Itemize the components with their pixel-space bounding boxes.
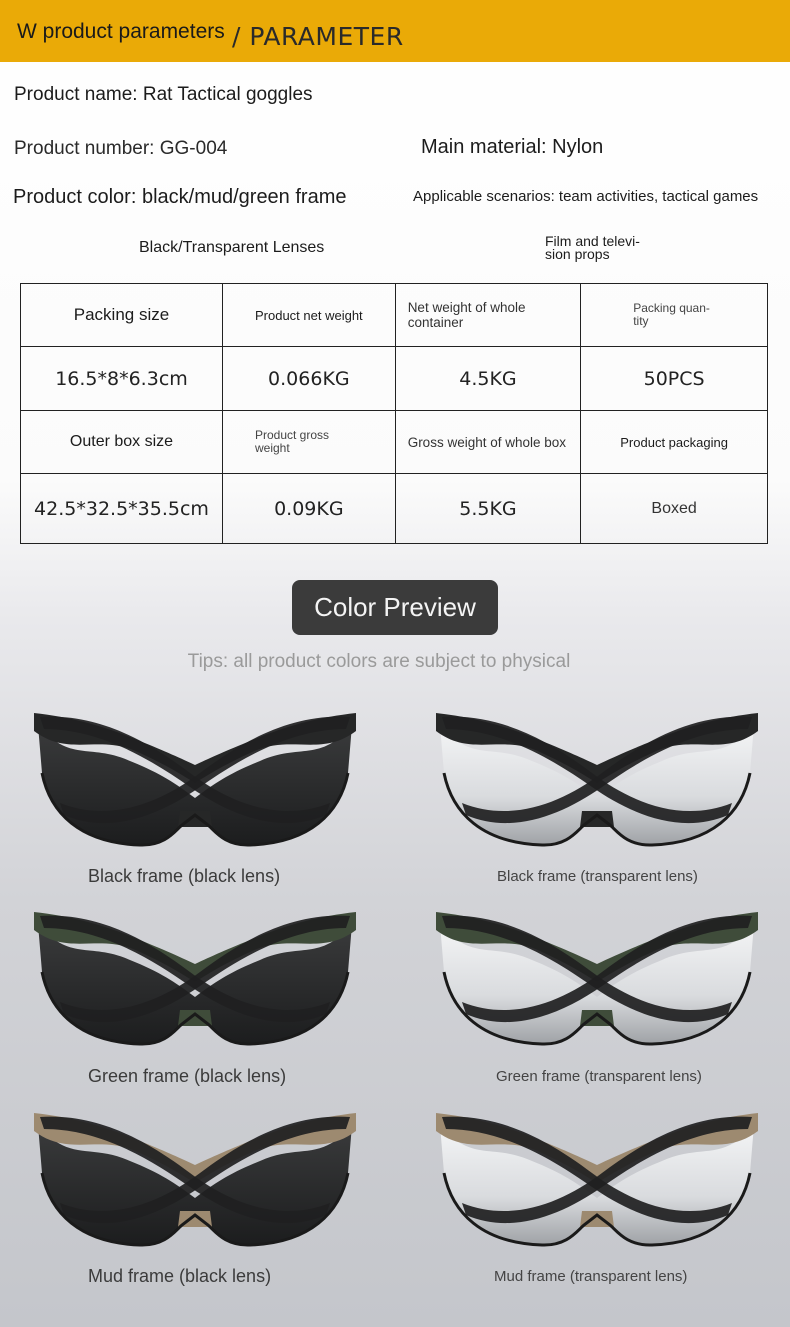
- table-cell: 50PCS: [581, 347, 768, 411]
- goggle-image-mud-black: [30, 1103, 360, 1263]
- variant-caption: Green frame (transparent lens): [496, 1068, 702, 1085]
- header-banner: [0, 0, 790, 62]
- product-name: Product name: Rat Tactical goggles: [14, 84, 313, 105]
- applicable-scenarios: Applicable scenarios: team activities, tactical games: [413, 188, 759, 205]
- table-cell: 16.5*8*6.3cm: [21, 347, 223, 411]
- table-cell: Packing size: [21, 284, 223, 347]
- variant-caption: Mud frame (transparent lens): [494, 1268, 688, 1285]
- product-number: Product number: GG-004: [14, 138, 228, 159]
- table-row: [21, 474, 768, 544]
- table-cell: Net weight of whole container: [395, 284, 581, 347]
- goggles-icon: [432, 703, 762, 863]
- table-cell: 0.09KG: [222, 474, 395, 544]
- lens-options: Black/Transparent Lenses: [139, 239, 325, 256]
- table-row: [21, 284, 768, 347]
- table-row: [21, 347, 768, 411]
- goggles-icon: [30, 1103, 360, 1263]
- table-cell: 0.066KG: [222, 347, 395, 411]
- parameters-table: [20, 283, 768, 544]
- goggle-image-mud-clear: [432, 1103, 762, 1263]
- variant-caption: Mud frame (black lens): [88, 1266, 272, 1286]
- header-subtitle: / PARAMETER: [232, 22, 404, 51]
- table-cell: 42.5*32.5*35.5cm: [21, 474, 223, 544]
- goggles-icon: [432, 902, 762, 1062]
- variant-caption: Green frame (black lens): [88, 1066, 287, 1086]
- color-preview-button: Color Preview: [292, 580, 498, 635]
- goggles-icon: [30, 902, 360, 1062]
- variant-caption: Black frame (transparent lens): [497, 868, 698, 885]
- goggle-image-green-black: [30, 902, 360, 1062]
- tips-text: Tips: all product colors are subject to physical: [187, 651, 571, 672]
- table-cell: Boxed: [581, 474, 768, 544]
- main-material: Main material: Nylon: [421, 136, 604, 158]
- header-title: W product parameters: [17, 20, 225, 43]
- table-cell: Product gross weight: [222, 411, 395, 474]
- table-cell: Gross weight of whole box: [395, 411, 581, 474]
- goggles-icon: [30, 703, 360, 863]
- table-cell: Product packaging: [581, 411, 768, 474]
- table-cell: 4.5KG: [395, 347, 581, 411]
- table-cell: Outer box size: [21, 411, 223, 474]
- product-color: Product color: black/mud/green frame: [13, 186, 347, 208]
- goggles-icon: [432, 1103, 762, 1263]
- film-props-note: Film and televi- sion props: [545, 233, 640, 262]
- goggle-image-green-clear: [432, 902, 762, 1062]
- goggle-image-black-clear: [432, 703, 762, 863]
- goggle-image-black-black: [30, 703, 360, 863]
- table-cell: Packing quan- tity: [581, 284, 768, 347]
- table-row: [21, 411, 768, 474]
- table-cell: Product net weight: [222, 284, 395, 347]
- variant-caption: Black frame (black lens): [88, 866, 281, 886]
- table-cell: 5.5KG: [395, 474, 581, 544]
